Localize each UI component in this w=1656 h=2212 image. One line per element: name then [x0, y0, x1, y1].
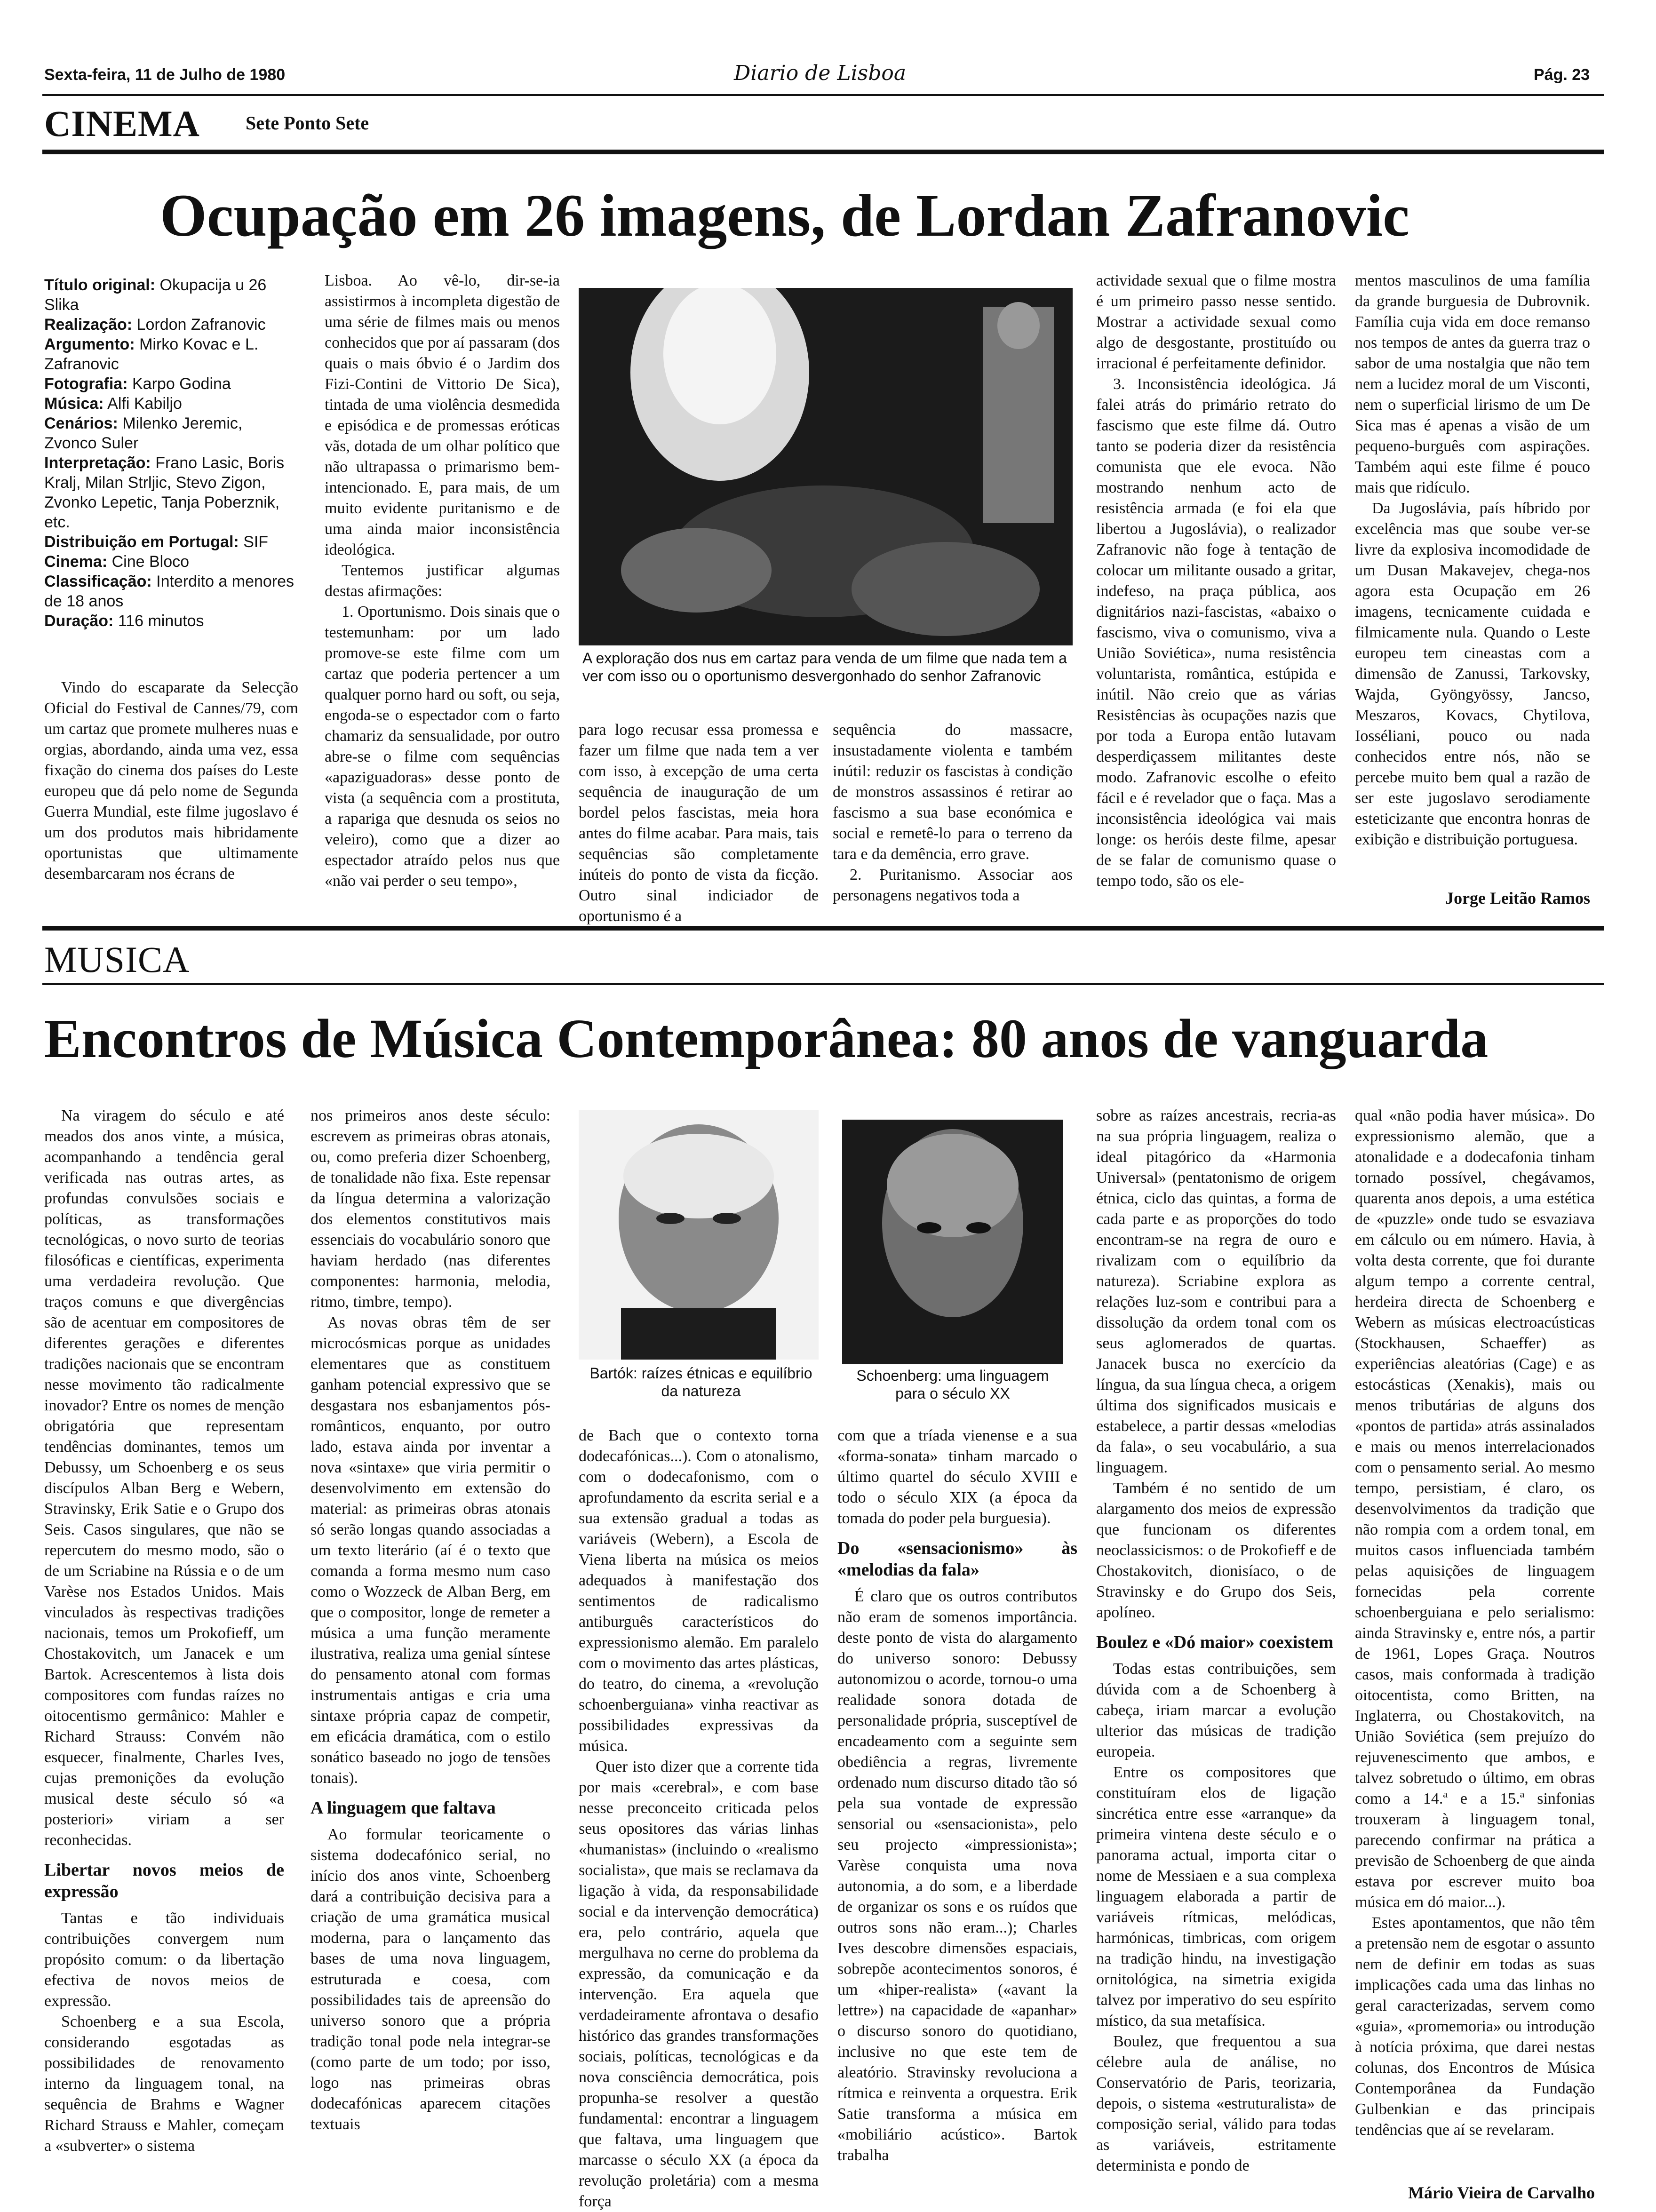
issue-date: Sexta-feira, 11 de Julho de 1980 — [44, 66, 286, 84]
musica-col3: de Bach que o contexto torna dodecafónicas...). Com o atonalismo, com o dodecafonismo, com o aprofundamento da escrita serial e a sua extensão gradual a todas as variáveis (Webern), a Escola de Viena liberta na música os meios adequados à manifestação dos sentimentos de radicalismo antiburguês característicos do expressionismo alemão. Em paralelo com o movimento das artes plásticas, do teatro, do cinema, a «revolução schoenberguiana» vinha reactivar as possibilidades expressivas da música. Quer isto dizer que a corrente tida por mais «cerebral», e com base nesse preconceito criticada pelos seus opositores das várias linhas «humanistas» (incluindo o «realismo socialista», que mais se reclamava da ligação à vida, da responsabilidade social e da intervenção democrática) era, pelo contrário, aquela que mergulhava no cerne do problema da expressão, da comunicação e da intervenção. Era aquela que verdadeiramente afrontava o desafio histórico das grandes transformações sociais, políticas, tecnológicas e da nova consciência democrática, pois propunha-se resolver a questão fundamental: encontrar a linguagem que faltava, uma linguagem que marcasse o século XX (a época da revolução proletária) com a mesma força — [579, 1427, 819, 2210]
credit-row: Classificação: Interdito a menores de 18 anos — [44, 573, 295, 610]
cinema-col5: actividade sexual que o filme mostra é um primeiro passo nesse sentido. Mostrar a actividade sexual como algo de desgostante, prostituído ou irracional é perfeitamente definidor. 3. Inconsistência ideológica. Já falei atrás do primário retrato do fascismo que este filme dá. Outro tanto se poderia dizer da resistência comunista que ele evoca. Não mostrando nenhum acto de resistência armada (e foi ela que libertou a Jugoslávia), o realizador Zafranovic não foge à tentação de colocar um militante ousado a gritar, indefeso, na praça pública, aos dignitários nazi-fascistas, «abaixo o fascismo, viva o comunismo, viva a União Soviética», numa resistência voluntarista, romântica, estúpida e inútil. Não creio que as várias Resistências às ocupações nazis que por toda a Europa então lutavam desperdiçassem militantes deste modo. Zafranovic escolhe o efeito fácil e é revelador que o faça. Mas a inconsistência ideológica vai mais longe: os heróis deste filme, apesar de se falar de comunismo quase o tempo todo, são os ele- — [1096, 272, 1336, 890]
credit-row: Distribuição em Portugal: SIF — [44, 533, 269, 551]
film-still-image — [579, 288, 1073, 645]
masthead: Diario de Lisboa — [734, 61, 907, 85]
subsection-title: Sete Ponto Sete — [246, 112, 369, 134]
musica-headline: Encontros de Música Contemporânea: 80 anos de vanguarda — [44, 1008, 1489, 1069]
schoenberg-portrait — [842, 1120, 1063, 1364]
cinema-signature: Jorge Leitão Ramos — [1445, 889, 1590, 907]
header-rule — [42, 94, 1604, 96]
film-credits — [44, 275, 298, 631]
musica-col4: com que a tríada vienense e a sua «forma-sonata» tinham marcado o último quartel do século XVIII e todo o século XIX (a época da tomada do poder pela burguesia). Do «sensacionismo» às «melodias da fala» É claro que os outros contributos não eram de somenos importância. deste ponto de vista do alargamento do universo sonoro: Debussy autonomizou o acorde, tornou-o uma realidade sonora dotada de personalidade própria, susceptível de encadeamento com a seguinte sem obediência a regras, livremente ordenado num discurso ditado tão só pela sua vontade de expressão sensorial ou «sensacionista», pelo seu projecto «impressionista»; Varèse conquista uma nova autonomia, a do som, e a liberdade de organizar os sons e os ruídos que outros sons não eram...); Charles Ives descobre dimensões espaciais, sobrepõe acontecimentos sonoros, é um «hiper-realista» («avant la lettre») na capacidade de «apanhar» o discurso sonoro do quotidiano, inclusive no que este tem de aleatório. Stravinsky revoluciona a rítmica e reinventa a orquestra. Erik Satie transforma a música em «mobiliário acústico». Bartok trabalha — [837, 1427, 1077, 2164]
credit-row: Cenários: Milenko Jeremic, Zvonco Suler — [44, 414, 243, 452]
schoenberg-caption: Schoenberg: uma linguagem para o século XX — [856, 1367, 1049, 1402]
cinema-col4: sequência do massacre, insustadamente violenta e também inútil: reduzir os fascistas à condição de monstros assassinos é retirar ao fascismo a sua base económica e social e remetê-lo para o terreno da tara e da demência, erro grave. 2. Puritanismo. Associar aos personagens negativos toda a — [833, 721, 1073, 904]
subhead-linguagem: A linguagem que faltava — [310, 1798, 496, 1818]
bartok-caption: Bartók: raízes étnicas e equilíbrio da natureza — [589, 1365, 812, 1400]
section-title-musica: MUSICA — [44, 939, 190, 980]
musica-col6: qual «não podia haver música». Do expressionismo alemão, que a atonalidade e a dodecafonia tinham tornado possível, chegávamos, quarenta anos depois, a uma estética de «puzzle» onde tudo se esvaziava em cálculo ou em número. Havia, à volta desta corrente, que foi durante algum tempo a corrente central, herdeira directa de Schoenberg e Webern as músicas electroacústicas (Stockhausen, Schaeffer) as experiências aleatórias (Cage) e as estocásticas (Xenakis), mais ou menos tributárias de alguns dos «pontos de partida» atrás assinalados e mais ou menos interrelacionados com o pensamento serial. Ao mesmo tempo, persistiam, é claro, os desenvolvimentos da tradição que não rompia com a ordem tonal, em muitos casos influenciada também pelas aquisições de linguagem fornecidas pela corrente schoenberguiana e pelo serialismo: ainda Stravinsky e, entre nós, a partir de 1961, Lopes Graça. Noutros casos, mais conformada à tradição oitocentista, como Britten, na Inglaterra, ou Chostakovitch, na União Soviética (sem prejuízo do rejuvenescimento que ambos, e talvez sobretudo o último, em obras como a 14.ª e a 15.ª sinfonias trouxeram à linguagem tonal, parecendo confirmar na prática a previsão de Schoenberg de que ainda estava por escrever muito boa música em dó maior...). Estes apontamentos, que não têm a pretensão nem de esgotar o assunto nem de definir em todas as suas implicações cada uma das linhas no geral caracterizadas, servem como «guia», «promemoria» ou introdução à notícia próxima, que darei nestas colunas, dos Encontros de Música Contemporânea da Fundação Gulbenkian e das principais tendências que aí se revelaram. — [1355, 1107, 1595, 2139]
musica-col1: Na viragem do século e até meados dos anos vinte, a música, acompanhando a tendência geral verificada nas outras artes, as profundas convulsões sociais e políticas, as transformações tecnológicas, o novo surto de teorias filosóficas e científicas, experimenta uma verdadeira revolução. Que traços comuns e que divergências são de acentuar em compositores de diferentes gerações e diferentes tradições nacionais que se encontram nesse movimento tão radicalmente inovador? Entre os nomes de menção obrigatória que representam tendências dominantes, temos um Debussy, um Schoenberg e os seus discípulos Alban Berg e Webern, Stravinsky, Erik Satie e o Grupo dos Seis. Casos singulares, que não se repercutem do mesmo modo, são o de um Scriabine na Rússia e o de um Varèse nos Estados Unidos. Mais vinculados às respectivas tradições nacionais, temos um Prokofieff, um Chostakovitch, um Janacek e um Bartok. Acrescentemos à lista dois compositores com fundas raízes no oitocentismo germânico: Mahler e Richard Strauss: Convém não esquecer, finalmente, Charles Ives, cujas premonições da evolução musical deste século só «a posteriori» viriam a ser reconhecidas. Libertar novos meios de expressão Tantas e tão individuais contribuições convergem num propósito comum: o da libertação efectiva de novos meios de expressão. Schoenberg e a sua Escola, considerando esgotadas as possibilidades de renovamento interno da linguagem tonal, na sequência de Brahms e Wagner Richard Strauss e Mahler, começam a «subverter» o sistema — [44, 1107, 284, 2155]
cinema-headline: Ocupação em 26 imagens, de Lordan Zafranovic — [160, 182, 1409, 249]
cinema-col3: para logo recusar essa promessa e fazer um filme que nada tem a ver com isso, à excepção de uma certa sequência de inauguração de um bordel pelos fascistas, meia hora antes do filme acabar. Para mais, tais sequências são completamente inúteis do ponto de vista da ficção. Outro sinal indiciador de oportunismo é a — [579, 721, 819, 925]
cinema-col6: mentos masculinos de uma família da grande burguesia de Dubrovnik. Família cuja vida em doce remanso nos tempos de antes da guerra traz o sabor de uma nostalgia que não tem nem a lucidez moral de um Visconti, nem o superficial lirismo de um De Sica mas é apenas a visão de um pequeno-burguês com aspirações. Também aqui este filme é pouco mais que ridículo. Da Jugoslávia, país híbrido por excelência mas que soube ver-se livre da explosiva incomodidade de um Dusan Makavejev, chega-nos agora esta Ocupação em 26 imagens, tecnicamente cuidada e filmicamente nula. Quando o Leste europeu tem cineastas com a dimensão de Zanussi, Tarkovsky, Wajda, Gyöngyössy, Jancso, Meszaros, Kovacs, Chytilova, Iosséliani, pouco ou nada conhecidos entre nós, não se percebe muito bem qual a razão de ser este jugoslavo serodiamente esteticizante que encontra honras de exibição e distribuição portuguesa. — [1355, 272, 1590, 848]
musica-rule-thin — [42, 983, 1604, 985]
film-still-caption: A exploração dos nus em cartaz para venda de um filme que nada tem a ver com isso ou o oportunismo desvergonhado do senhor Zafranovic — [582, 650, 1067, 684]
section-title-cinema: CINEMA — [44, 103, 200, 144]
credit-row: Título original: Okupacija u 26 Slika — [44, 276, 267, 314]
page-number: Pág. 23 — [1534, 66, 1590, 84]
credit-row: Duração: 116 minutos — [44, 612, 204, 630]
credit-row: Fotografia: Karpo Godina — [44, 375, 231, 393]
credit-row: Música: Alfi Kabiljo — [44, 395, 182, 413]
subhead-sensacionismo: Do «sensacionismo» às «melodias da fala» — [837, 1538, 1077, 1580]
musica-col2: nos primeiros anos deste século: escrevem as primeiras obras atonais, ou, como preferia dizer Schoenberg, de tonalidade não fixa. Este repensar da língua determina a valorização dos elementos constitutivos mais essenciais do vocabulário sonoro que haviam herdado (nas diferentes componentes: harmonia, melodia, ritmo, timbre, tempo). As novas obras têm de ser microcósmicas porque as unidades elementares que as constituem ganham potencial expressivo que se desgastara nos esbanjamentos pós-românticos, enquanto, por outro lado, estava ainda por inventar a nova «sintaxe» que viria permitir o desenvolvimento em extensão do material: as primeiras obras atonais só serão longas quando associadas a um texto literário (aí é o texto que comanda a forma mesmo num caso como o Wozzeck de Alban Berg, em que o compositor, longe de remeter a música a uma função meramente ilustrativa, realiza uma genial síntese do pensamento atonal com formas instrumentais antigas e cria uma sintaxe própria capaz de competir, em eficácia dramática, com o estilo sonático baseado no jogo de tensões tonais). A linguagem que faltava Ao formular teoricamente o sistema dodecafónico serial, no início dos anos vinte, Schoenberg dará a contribuição decisiva para a criação de uma gramática musical moderna, para o lançamento das bases de uma nova linguagem, estruturada e coesa, com possibilidades tais de apreensão do universo sonoro que a própria tradição tonal pode nela integrar-se (como parte de um todo; por isso, logo nas primeiras obras dodecafónicas aparecem citações textuais — [310, 1107, 550, 2133]
film-still-photo — [579, 288, 1073, 645]
credit-row: Interpretação: Frano Lasic, Boris Kralj, Milan Strljic, Stevo Zigon, Zvonko Lepetic, Tanja Poberznik, etc. — [44, 454, 285, 531]
credit-row: Realização: Lordon Zafranovic — [44, 316, 266, 334]
musica-col5: sobre as raízes ancestrais, recria-as na sua própria linguagem, realiza o ideal pitagórico da «Harmonia Universal» (pentatonismo de origem étnica, ciclo das quintas, a forma de cada parte e as proporções do todo encontram-se na regra de ouro e rivalizam com o equilíbrio da natureza). Scriabine explora as relações luz-som e contribui para a dissolução da ordem tonal com os seus aglomerados de quartas. Janacek busca no exercício da língua, da sua língua checa, a origem última dos significados musicais e estabelece, a partir dessas «melodias da fala», o seu vocabulário, a sua linguagem. Também é no sentido de um alargamento dos meios de expressão que funcionam os diferentes neoclassicismos: o de Prokofieff e de Chostakovitch, dionisíaco, o de Stravinsky e do Grupo dos Seis, apolíneo. Boulez e «Dó maior» coexistem Todas estas contribuições, sem dúvida com a de Schoenberg à cabeça, iriam marcar a evolução ulterior das músicas de tradição europeia. Entre os compositores que constituíram elos de ligação sincrética entre esse «arranque» da primeira vintena deste século e o panorama actual, importa citar o nome de Messiaen e a sua complexa linguagem elaborada a partir de variáveis rítmicas, melódicas, harmónicas, timbricas, com origem na tradição hindu, na investigação ornitológica, na simetria exigida talvez por imperativo do seu espírito místico, da sua metafísica. Boulez, que frequentou a sua célebre aula de análise, no Conservatório de Paris, teorizaria, depois, o sistema «estruturalista» de composição serial, válido para todas as variáveis, estritamente determinista e pondo de — [1096, 1107, 1336, 2174]
musica-signature: Mário Vieira de Carvalho — [1408, 2183, 1595, 2202]
bartok-portrait — [579, 1110, 819, 1360]
credit-row: Cinema: Cine Bloco — [44, 553, 190, 571]
subhead-boulez: Boulez e «Dó maior» coexistem — [1096, 1632, 1334, 1652]
credit-row: Argumento: Mirko Kovac e L. Zafranovic — [44, 335, 259, 373]
cinema-col2: Lisboa. Ao vê-lo, dir-se-ia assistirmos à incompleta digestão de uma série de filmes mais ou menos conhecidos que por aí passaram (dos quais o mais óbvio é o Jardim dos Fizi-Contini de Vittorio De Sica), tintada de uma violência desmedida e episódica e de promessas eróticas vãs, dotada de um olhar político que não ultrapassa o primarismo bem-intencionado. E, para mais, de um muito evidente puritanismo e de uma ainda maior inconsistência ideológica. Tentemos justificar algumas destas afirmações: 1. Oportunismo. Dois sinais que o testemunham: por um lado promove-se este filme com um cartaz que poderia pertencer a um qualquer porno hard ou soft, ou seja, engoda-se o espectador com o farto chamariz da sensualidade, por outro abre-se o filme com sequências «apaziguadoras» desse ponto de vista (a sequência com a prostituta, a rapariga que desnuda os seios no veleiro), como que a dizer ao espectador atraído pelos nus que «não vai perder o seu tempo», — [325, 272, 560, 890]
subhead-libertar: Libertar novos meios de expressão — [44, 1860, 284, 1902]
musica-rule — [42, 926, 1604, 931]
schoenberg-portrait-image — [842, 1120, 1063, 1364]
cinema-rule — [42, 150, 1604, 154]
cinema-col1-body: Vindo do escaparate da Selecção Oficial do Festival de Cannes/79, com um cartaz que promete mulheres nuas e orgias, abordando, ainda uma vez, essa fixação do cinema dos países do Leste europeu que dá pelo nome de Segunda Guerra Mundial, este filme jugoslavo é um dos produtos mais hibridamente oportunistas que ultimamente desembarcaram nos écrans de — [44, 679, 298, 883]
bartok-portrait-image — [579, 1110, 819, 1360]
